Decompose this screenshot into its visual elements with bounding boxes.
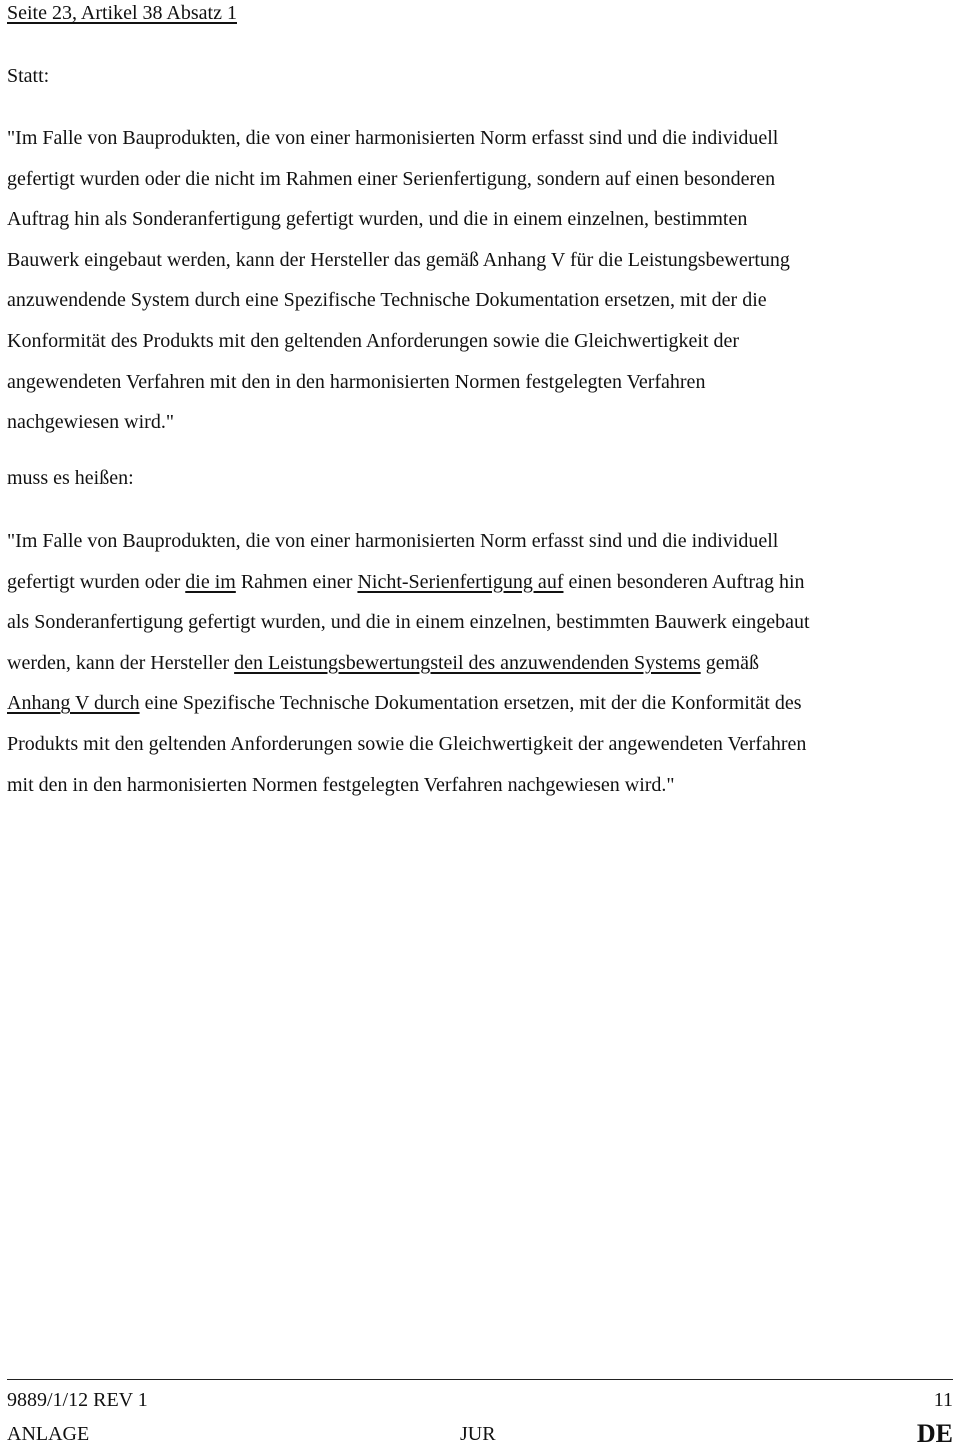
original-line: angewendeten Verfahren mit den in den harmonisierten Normen festgelegten Verfahren: [7, 370, 706, 393]
muss-label: muss es heißen:: [7, 467, 134, 489]
underlined-amendment: die im: [185, 570, 236, 593]
original-line: Auftrag hin als Sonderanfertigung gefertigt wurden, und die in einem einzelnen, bestimmten: [7, 208, 748, 231]
corrected-line: [7, 562, 953, 603]
corrected-line: mit den in den harmonisierten Normen festgelegten Verfahren nachgewiesen wird.": [7, 773, 675, 796]
original-line: anzuwendende System durch eine Spezifische Technische Dokumentation ersetzen, mit der die: [7, 289, 767, 312]
original-line: gefertigt wurden oder die nicht im Rahmen einer Serienfertigung, sondern auf einen besonderen: [7, 167, 776, 190]
corrected-paragraph: [7, 521, 953, 805]
text-run: Rahmen einer: [235, 570, 358, 593]
footer-annex: ANLAGE: [7, 1423, 90, 1445]
original-line: Bauwerk eingebaut werden, kann der Hersteller das gemäß Anhang V für die Leistungsbewertung: [7, 248, 790, 271]
text-run: gemäß: [700, 651, 759, 674]
footer-page-number: 11: [933, 1389, 953, 1411]
text-run: werden, kann der Hersteller: [7, 651, 235, 674]
corrected-line: Produkts mit den geltenden Anforderungen sowie die Gleichwertigkeit der angewendeten Verfahren: [7, 732, 807, 755]
underlined-amendment: den Leistungsbewertungsteil des anzuwendenden Systems: [234, 651, 701, 674]
original-paragraph: [7, 118, 953, 443]
text-run: einen besonderen Auftrag hin: [563, 570, 805, 593]
footer-divider: [7, 1379, 953, 1380]
original-line: Konformität des Produkts mit den geltenden Anforderungen sowie die Gleichwertigkeit der: [7, 329, 740, 352]
corrected-line: als Sonderanfertigung gefertigt wurden, und die in einem einzelnen, bestimmten Bauwerk eingebaut: [7, 611, 810, 634]
section-heading: Seite 23, Artikel 38 Absatz 1: [7, 2, 237, 24]
original-line: "Im Falle von Bauprodukten, die von einer harmonisierten Norm erfasst sind und die individuell: [7, 127, 779, 149]
statt-label: Statt:: [7, 65, 50, 87]
original-line: nachgewiesen wird.": [7, 411, 174, 434]
text-run: eine Spezifische Technische Dokumentation ersetzen, mit der die Konformität des: [139, 692, 802, 715]
footer-lang: DE: [916, 1419, 953, 1448]
underlined-amendment: Nicht-Serienfertigung auf: [357, 570, 564, 593]
corrected-line: [7, 683, 953, 724]
corrected-line: "Im Falle von Bauprodukten, die von einer harmonisierten Norm erfasst sind und die individuell: [7, 530, 779, 552]
corrected-line: [7, 643, 953, 684]
underlined-amendment: Anhang V durch: [7, 692, 140, 715]
footer-doc-ref: 9889/1/12 REV 1: [7, 1389, 148, 1411]
text-run: gefertigt wurden oder: [7, 570, 186, 593]
footer-dept: JUR: [460, 1423, 496, 1445]
